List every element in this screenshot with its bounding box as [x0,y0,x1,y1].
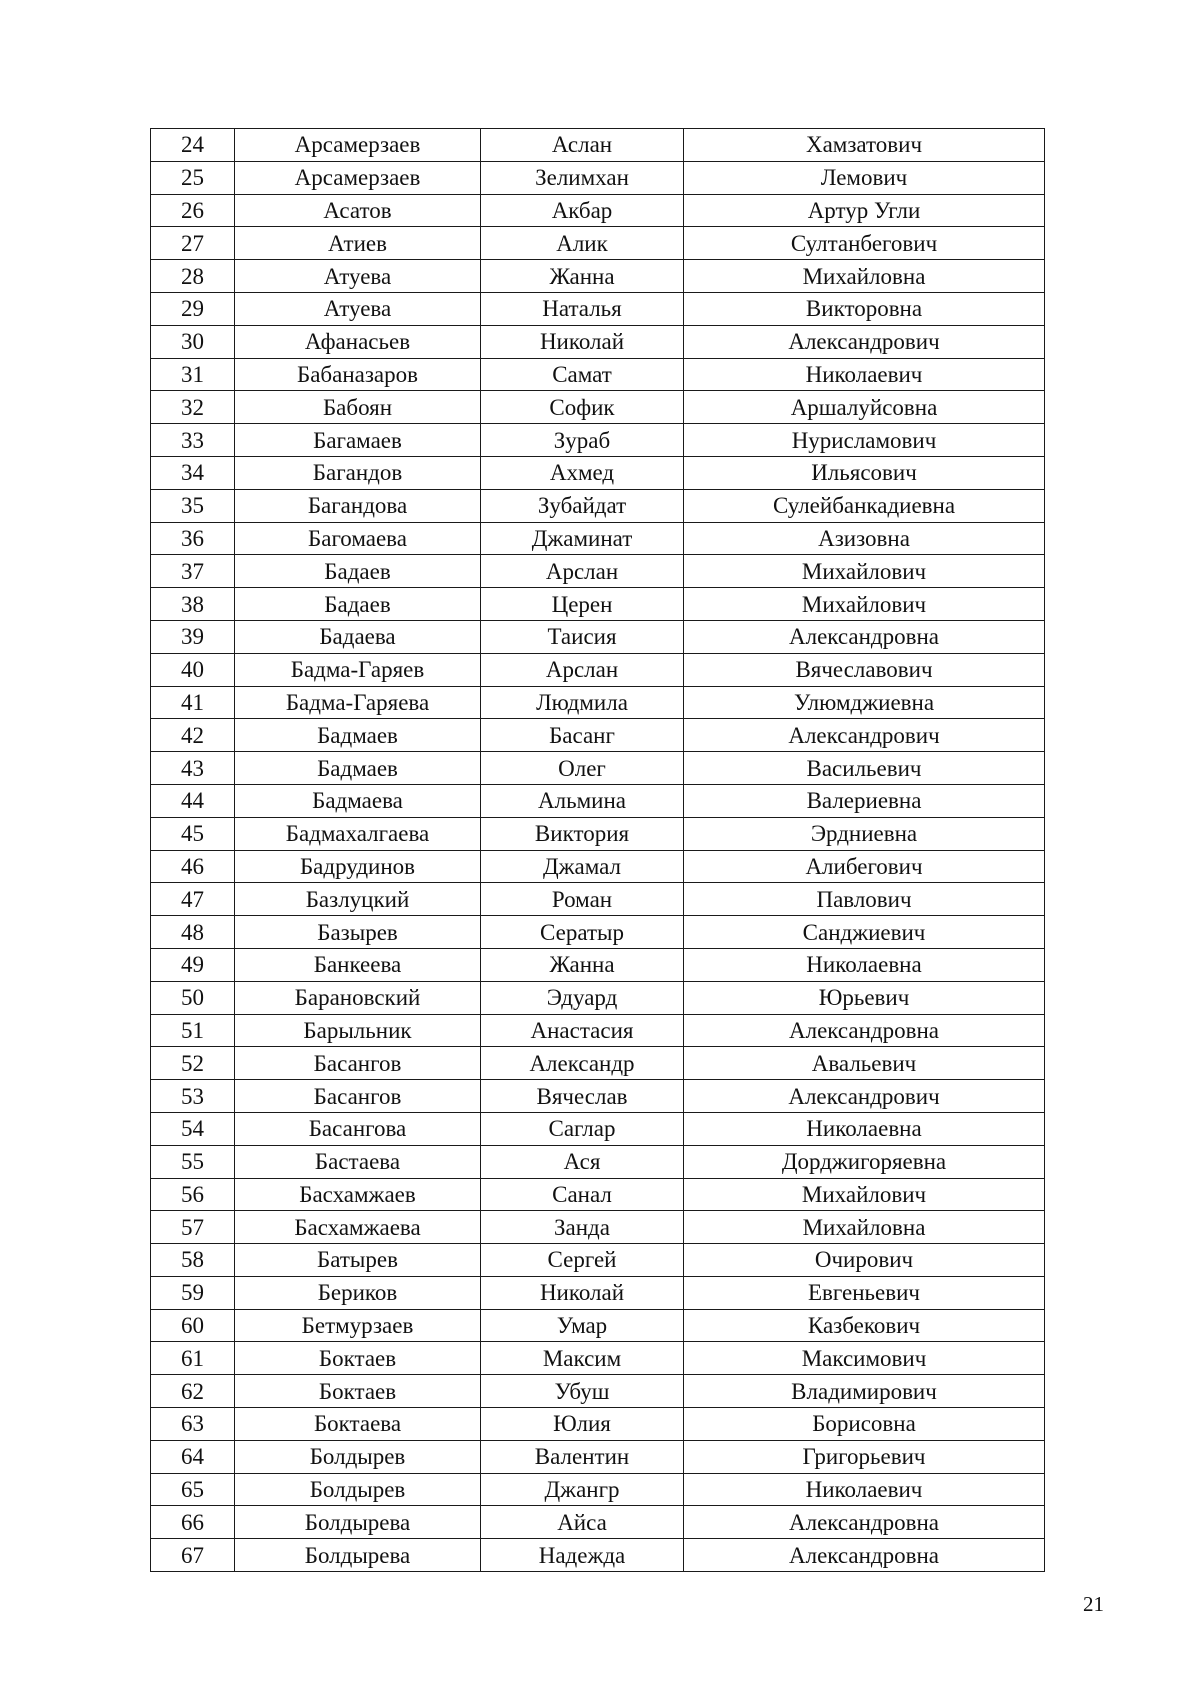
row-number-cell: 67 [151,1539,235,1572]
patronymic-cell: Лемович [684,161,1045,194]
row-number-cell: 45 [151,817,235,850]
table-row [151,1309,1045,1342]
row-number-cell: 40 [151,653,235,686]
first-name-cell: Санал [481,1178,684,1211]
last-name-cell: Асатов [235,194,481,227]
patronymic-cell: Александровна [684,1014,1045,1047]
patronymic-cell: Николаевич [684,358,1045,391]
last-name-cell: Бадаев [235,555,481,588]
table-row [151,620,1045,653]
patronymic-cell: Александрович [684,719,1045,752]
last-name-cell: Арсамерзаев [235,161,481,194]
row-number-cell: 59 [151,1276,235,1309]
table-row [151,260,1045,293]
last-name-cell: Бабоян [235,391,481,424]
last-name-cell: Базлуцкий [235,883,481,916]
patronymic-cell: Вячеславович [684,653,1045,686]
row-number-cell: 35 [151,489,235,522]
first-name-cell: Николай [481,325,684,358]
patronymic-cell: Михайловна [684,260,1045,293]
last-name-cell: Бетмурзаев [235,1309,481,1342]
last-name-cell: Базырев [235,916,481,949]
table-row [151,588,1045,621]
row-number-cell: 61 [151,1342,235,1375]
first-name-cell: Аслан [481,129,684,162]
row-number-cell: 60 [151,1309,235,1342]
table-row [151,1080,1045,1113]
table-row [151,916,1045,949]
patronymic-cell: Борисовна [684,1408,1045,1441]
patronymic-cell: Николаевна [684,1112,1045,1145]
patronymic-cell: Григорьевич [684,1440,1045,1473]
table-row [151,1244,1045,1277]
table-row [151,1539,1045,1572]
patronymic-cell: Михайлович [684,555,1045,588]
first-name-cell: Занда [481,1211,684,1244]
row-number-cell: 39 [151,620,235,653]
first-name-cell: Александр [481,1047,684,1080]
patronymic-cell: Александрович [684,325,1045,358]
first-name-cell: Людмила [481,686,684,719]
row-number-cell: 28 [151,260,235,293]
row-number-cell: 66 [151,1506,235,1539]
first-name-cell: Анастасия [481,1014,684,1047]
patronymic-cell: Максимович [684,1342,1045,1375]
first-name-cell: Джамал [481,850,684,883]
last-name-cell: Боктаев [235,1375,481,1408]
row-number-cell: 29 [151,292,235,325]
first-name-cell: Джаминат [481,522,684,555]
last-name-cell: Бадмаева [235,784,481,817]
last-name-cell: Болдырев [235,1440,481,1473]
row-number-cell: 26 [151,194,235,227]
patronymic-cell: Михайлович [684,1178,1045,1211]
row-number-cell: 58 [151,1244,235,1277]
last-name-cell: Бадма-Гаряева [235,686,481,719]
last-name-cell: Багандова [235,489,481,522]
patronymic-cell: Михайловна [684,1211,1045,1244]
patronymic-cell: Очирович [684,1244,1045,1277]
table-row [151,555,1045,588]
last-name-cell: Батырев [235,1244,481,1277]
patronymic-cell: Ильясович [684,456,1045,489]
last-name-cell: Банкеева [235,948,481,981]
first-name-cell: Айса [481,1506,684,1539]
last-name-cell: Басангова [235,1112,481,1145]
first-name-cell: Зелимхан [481,161,684,194]
row-number-cell: 37 [151,555,235,588]
last-name-cell: Багандов [235,456,481,489]
patronymic-cell: Артур Угли [684,194,1045,227]
first-name-cell: Виктория [481,817,684,850]
patronymic-cell: Владимирович [684,1375,1045,1408]
patronymic-cell: Михайлович [684,588,1045,621]
patronymic-cell: Султанбегович [684,227,1045,260]
first-name-cell: Зубайдат [481,489,684,522]
last-name-cell: Багомаева [235,522,481,555]
first-name-cell: Валентин [481,1440,684,1473]
patronymic-cell: Авальевич [684,1047,1045,1080]
table-row [151,1047,1045,1080]
row-number-cell: 25 [151,161,235,194]
table-row [151,1342,1045,1375]
table-row [151,686,1045,719]
patronymic-cell: Санджиевич [684,916,1045,949]
people-table [150,128,1045,1572]
table-row [151,981,1045,1014]
row-number-cell: 27 [151,227,235,260]
patronymic-cell: Юрьевич [684,981,1045,1014]
row-number-cell: 43 [151,752,235,785]
first-name-cell: Олег [481,752,684,785]
table-row [151,1408,1045,1441]
last-name-cell: Арсамерзаев [235,129,481,162]
last-name-cell: Афанасьев [235,325,481,358]
first-name-cell: Таисия [481,620,684,653]
patronymic-cell: Александровна [684,1506,1045,1539]
last-name-cell: Бабаназаров [235,358,481,391]
last-name-cell: Бадрудинов [235,850,481,883]
row-number-cell: 50 [151,981,235,1014]
table-row [151,194,1045,227]
first-name-cell: Юлия [481,1408,684,1441]
last-name-cell: Бадаев [235,588,481,621]
row-number-cell: 53 [151,1080,235,1113]
table-body [151,129,1045,1572]
table-row [151,1178,1045,1211]
row-number-cell: 55 [151,1145,235,1178]
last-name-cell: Бадмахалгаева [235,817,481,850]
table-row [151,1112,1045,1145]
row-number-cell: 32 [151,391,235,424]
last-name-cell: Боктаев [235,1342,481,1375]
table-row [151,227,1045,260]
first-name-cell: Сератыр [481,916,684,949]
first-name-cell: Самат [481,358,684,391]
first-name-cell: Ася [481,1145,684,1178]
table-row [151,1276,1045,1309]
first-name-cell: Роман [481,883,684,916]
first-name-cell: Максим [481,1342,684,1375]
first-name-cell: Вячеслав [481,1080,684,1113]
last-name-cell: Атиев [235,227,481,260]
last-name-cell: Атуева [235,260,481,293]
table-row [151,489,1045,522]
last-name-cell: Басхамжаев [235,1178,481,1211]
row-number-cell: 52 [151,1047,235,1080]
last-name-cell: Барыльник [235,1014,481,1047]
row-number-cell: 46 [151,850,235,883]
patronymic-cell: Александровна [684,620,1045,653]
first-name-cell: Арслан [481,555,684,588]
row-number-cell: 47 [151,883,235,916]
patronymic-cell: Алибегович [684,850,1045,883]
last-name-cell: Атуева [235,292,481,325]
last-name-cell: Бадаева [235,620,481,653]
table-row [151,653,1045,686]
last-name-cell: Бастаева [235,1145,481,1178]
table-row [151,391,1045,424]
first-name-cell: Ахмед [481,456,684,489]
patronymic-cell: Викторовна [684,292,1045,325]
patronymic-cell: Эрдниевна [684,817,1045,850]
table-row [151,1211,1045,1244]
table-row [151,424,1045,457]
row-number-cell: 56 [151,1178,235,1211]
first-name-cell: Басанг [481,719,684,752]
first-name-cell: Саглар [481,1112,684,1145]
patronymic-cell: Улюмджиевна [684,686,1045,719]
last-name-cell: Болдырева [235,1539,481,1572]
first-name-cell: Церен [481,588,684,621]
first-name-cell: Сергей [481,1244,684,1277]
last-name-cell: Басангов [235,1080,481,1113]
table-row [151,1473,1045,1506]
row-number-cell: 30 [151,325,235,358]
patronymic-cell: Николаевна [684,948,1045,981]
first-name-cell: Акбар [481,194,684,227]
table-row [151,883,1045,916]
row-number-cell: 38 [151,588,235,621]
first-name-cell: Умар [481,1309,684,1342]
row-number-cell: 42 [151,719,235,752]
table-row [151,948,1045,981]
table-row [151,784,1045,817]
row-number-cell: 33 [151,424,235,457]
patronymic-cell: Хамзатович [684,129,1045,162]
table-row [151,1375,1045,1408]
row-number-cell: 63 [151,1408,235,1441]
table-row [151,1145,1045,1178]
row-number-cell: 62 [151,1375,235,1408]
first-name-cell: Алик [481,227,684,260]
table-row [151,752,1045,785]
last-name-cell: Бадма-Гаряев [235,653,481,686]
last-name-cell: Болдырева [235,1506,481,1539]
first-name-cell: Жанна [481,948,684,981]
patronymic-cell: Александровна [684,1539,1045,1572]
first-name-cell: Жанна [481,260,684,293]
table-row [151,325,1045,358]
first-name-cell: Джангр [481,1473,684,1506]
table-row [151,817,1045,850]
patronymic-cell: Александрович [684,1080,1045,1113]
last-name-cell: Бадмаев [235,719,481,752]
last-name-cell: Багамаев [235,424,481,457]
table-row [151,358,1045,391]
table-row [151,456,1045,489]
first-name-cell: Николай [481,1276,684,1309]
first-name-cell: Зураб [481,424,684,457]
last-name-cell: Боктаева [235,1408,481,1441]
patronymic-cell: Валериевна [684,784,1045,817]
table-row [151,292,1045,325]
last-name-cell: Барановский [235,981,481,1014]
first-name-cell: Арслан [481,653,684,686]
table-row [151,522,1045,555]
row-number-cell: 36 [151,522,235,555]
last-name-cell: Болдырев [235,1473,481,1506]
last-name-cell: Бериков [235,1276,481,1309]
first-name-cell: Альмина [481,784,684,817]
table-row [151,129,1045,162]
row-number-cell: 24 [151,129,235,162]
patronymic-cell: Аршалуйсовна [684,391,1045,424]
row-number-cell: 64 [151,1440,235,1473]
first-name-cell: Убуш [481,1375,684,1408]
patronymic-cell: Васильевич [684,752,1045,785]
first-name-cell: Надежда [481,1539,684,1572]
patronymic-cell: Азизовна [684,522,1045,555]
table-row [151,850,1045,883]
table-row [151,1440,1045,1473]
patronymic-cell: Николаевич [684,1473,1045,1506]
first-name-cell: Софик [481,391,684,424]
row-number-cell: 31 [151,358,235,391]
row-number-cell: 51 [151,1014,235,1047]
row-number-cell: 48 [151,916,235,949]
last-name-cell: Басхамжаева [235,1211,481,1244]
patronymic-cell: Сулейбанкадиевна [684,489,1045,522]
row-number-cell: 57 [151,1211,235,1244]
last-name-cell: Басангов [235,1047,481,1080]
table-row [151,161,1045,194]
patronymic-cell: Павлович [684,883,1045,916]
last-name-cell: Бадмаев [235,752,481,785]
patronymic-cell: Дорджигоряевна [684,1145,1045,1178]
first-name-cell: Наталья [481,292,684,325]
patronymic-cell: Евгеньевич [684,1276,1045,1309]
table-row [151,1506,1045,1539]
row-number-cell: 41 [151,686,235,719]
page-number: 21 [1083,1592,1104,1616]
row-number-cell: 44 [151,784,235,817]
table-row [151,719,1045,752]
patronymic-cell: Нурисламович [684,424,1045,457]
row-number-cell: 34 [151,456,235,489]
patronymic-cell: Казбекович [684,1309,1045,1342]
row-number-cell: 54 [151,1112,235,1145]
table-row [151,1014,1045,1047]
row-number-cell: 49 [151,948,235,981]
first-name-cell: Эдуард [481,981,684,1014]
row-number-cell: 65 [151,1473,235,1506]
